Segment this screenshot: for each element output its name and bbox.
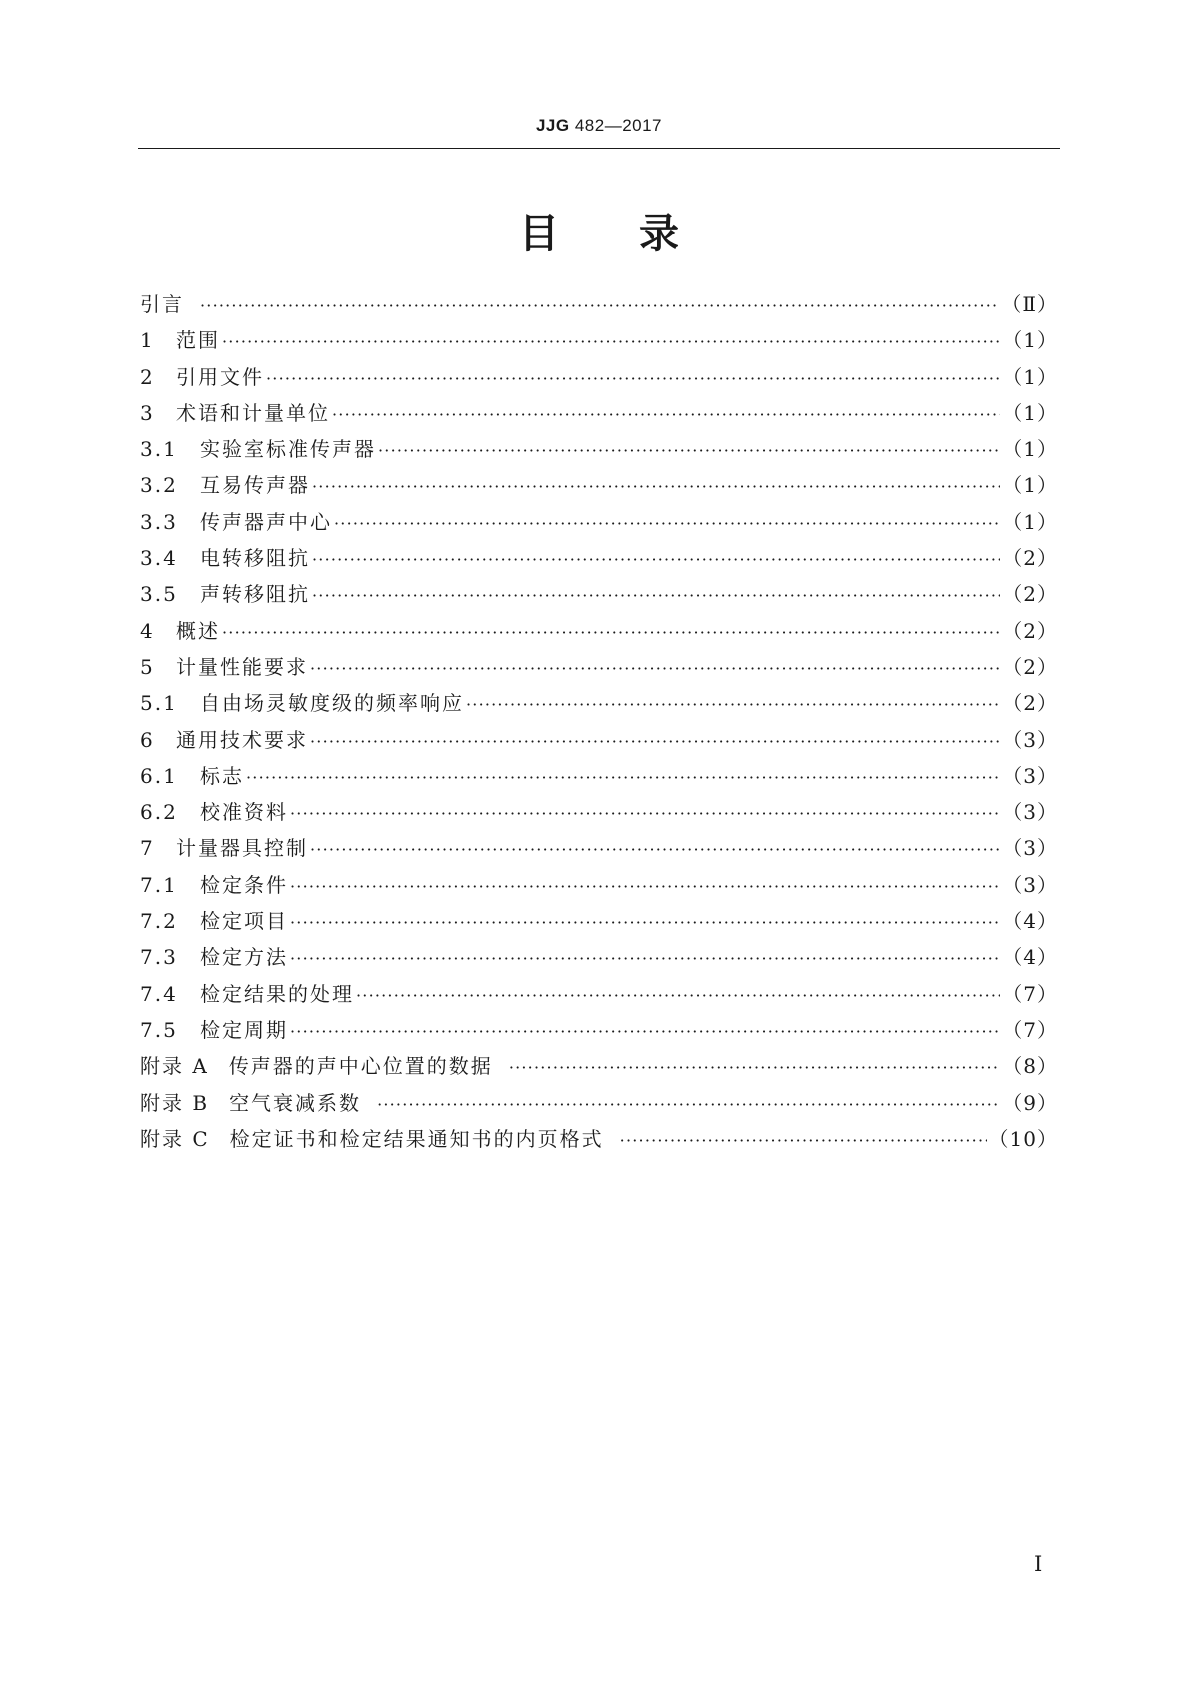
toc-entry-number: 2 <box>140 364 155 389</box>
toc-entry-2[interactable] <box>140 361 1058 397</box>
toc-entry-page: （9） <box>1002 1090 1058 1115</box>
toc-dot-leader <box>620 1131 987 1150</box>
toc-entry-page: （3） <box>1002 872 1058 897</box>
toc-entry-label: 引言 <box>140 292 184 316</box>
page-title <box>138 202 1060 259</box>
toc-entry-label: 通用技术要求 <box>176 727 308 752</box>
toc-entry-number: 5 <box>140 654 155 679</box>
toc-entry-number: 附录 B <box>140 1090 210 1115</box>
toc-entry-label: 检定项目 <box>200 909 288 934</box>
toc-entry-page: （1） <box>1002 509 1058 534</box>
toc-entry-number: 3.4 <box>140 546 178 571</box>
toc-entry-page: （4） <box>1002 909 1058 934</box>
header-rule <box>138 148 1060 149</box>
toc-dot-leader <box>310 659 1000 678</box>
toc-entry-label: 空气衰减系数 <box>229 1090 362 1115</box>
page-number: Ⅰ <box>1034 1552 1043 1576</box>
toc-entry-number: 6.1 <box>140 763 178 788</box>
toc-entry-label: 术语和计量单位 <box>176 400 330 425</box>
standard-code-prefix: JJG <box>535 116 570 135</box>
toc-dot-leader <box>222 332 1000 351</box>
toc-entry-label: 检定结果的处理 <box>200 981 354 1006</box>
toc-entry-4[interactable] <box>140 615 1058 651</box>
toc-entry-page: （2） <box>1002 691 1058 716</box>
toc-entry-page: （2） <box>1002 654 1058 679</box>
toc-dot-leader <box>312 477 1000 496</box>
toc-entry-3[interactable] <box>140 397 1058 433</box>
toc-entry-label: 范围 <box>176 328 220 353</box>
toc-entry-7-1[interactable] <box>140 869 1058 905</box>
table-of-contents <box>140 288 1058 1159</box>
toc-entry-label: 互易传声器 <box>200 473 310 498</box>
toc-entry-label: 检定证书和检定结果通知书的内页格式 <box>229 1126 604 1151</box>
standard-code-number: 482—2017 <box>569 116 663 135</box>
toc-entry-label: 传声器的声中心位置的数据 <box>228 1054 493 1079</box>
toc-entry-7-3[interactable] <box>140 941 1058 977</box>
toc-entry-intro[interactable] <box>140 288 1058 324</box>
toc-entry-page: （3） <box>1002 763 1058 788</box>
toc-entry-page: （4） <box>1002 945 1058 970</box>
toc-entry-number: 7.5 <box>140 1017 178 1042</box>
toc-entry-number: 附录 A <box>140 1054 209 1079</box>
toc-entry-6-2[interactable] <box>140 796 1058 832</box>
toc-entry-page: （Ⅱ） <box>1001 292 1058 316</box>
toc-entry-label: 引用文件 <box>176 364 264 389</box>
toc-entry-label: 计量器具控制 <box>176 836 308 861</box>
toc-entry-number: 7.4 <box>140 981 178 1006</box>
toc-entry-6-1[interactable] <box>140 760 1058 796</box>
running-header <box>138 116 1060 136</box>
toc-dot-leader <box>290 1022 1000 1041</box>
toc-entry-appendix-b[interactable] <box>140 1087 1058 1123</box>
toc-dot-leader <box>356 986 1000 1005</box>
toc-entry-number: 7.3 <box>140 945 178 970</box>
toc-dot-leader <box>466 695 1000 714</box>
toc-entry-7-5[interactable] <box>140 1014 1058 1050</box>
toc-entry-label: 计量性能要求 <box>176 654 308 679</box>
toc-entry-7[interactable] <box>140 832 1058 868</box>
toc-dot-leader <box>290 804 1000 823</box>
toc-entry-page: （7） <box>1002 981 1058 1006</box>
toc-entry-page: （7） <box>1002 1017 1058 1042</box>
toc-entry-label: 声转移阻抗 <box>200 582 310 607</box>
toc-entry-page: （1） <box>1002 328 1058 353</box>
toc-entry-5[interactable] <box>140 651 1058 687</box>
toc-entry-label: 检定方法 <box>200 945 288 970</box>
toc-entry-label: 概述 <box>176 618 220 643</box>
toc-dot-leader <box>509 1058 1000 1077</box>
toc-entry-number: 3.3 <box>140 509 178 534</box>
toc-entry-number: 附录 C <box>140 1126 210 1151</box>
toc-entry-7-4[interactable] <box>140 978 1058 1014</box>
toc-entry-page: （3） <box>1002 836 1058 861</box>
toc-entry-number: 7.2 <box>140 909 178 934</box>
toc-entry-number: 6.2 <box>140 800 178 825</box>
toc-dot-leader <box>334 514 1000 533</box>
toc-entry-number: 7.1 <box>140 872 178 897</box>
toc-dot-leader <box>332 405 1000 424</box>
toc-entry-label: 检定周期 <box>200 1017 288 1042</box>
toc-entry-label: 检定条件 <box>200 872 288 897</box>
toc-entry-number: 1 <box>140 328 155 353</box>
toc-entry-7-2[interactable] <box>140 905 1058 941</box>
toc-dot-leader <box>310 732 1000 751</box>
toc-entry-6[interactable] <box>140 724 1058 760</box>
toc-entry-label: 传声器声中心 <box>200 509 332 534</box>
toc-dot-leader <box>310 840 1000 859</box>
toc-dot-leader <box>246 768 1000 787</box>
toc-entry-page: （1） <box>1002 437 1058 462</box>
toc-entry-3-2[interactable] <box>140 469 1058 505</box>
toc-entry-page: （2） <box>1002 618 1058 643</box>
toc-entry-page: （2） <box>1002 546 1058 571</box>
toc-entry-number: 5.1 <box>140 691 178 716</box>
toc-entry-appendix-c[interactable] <box>140 1123 1058 1159</box>
toc-dot-leader <box>378 441 1000 460</box>
toc-entry-number: 6 <box>140 727 155 752</box>
toc-entry-number: 3.2 <box>140 473 178 498</box>
toc-entry-number: 3 <box>140 400 155 425</box>
toc-entry-label: 校准资料 <box>200 800 288 825</box>
toc-entry-page: （1） <box>1002 364 1058 389</box>
toc-entry-number: 7 <box>140 836 155 861</box>
title-char-2: 录 <box>639 211 679 257</box>
toc-dot-leader <box>266 369 1000 388</box>
title-char-1: 目 <box>519 211 559 257</box>
toc-entry-3-4[interactable] <box>140 542 1058 578</box>
toc-entry-page: （3） <box>1002 800 1058 825</box>
toc-entry-page: （2） <box>1002 582 1058 607</box>
toc-dot-leader <box>200 296 999 315</box>
toc-entry-label: 标志 <box>200 763 244 788</box>
toc-entry-page: （10） <box>988 1126 1058 1151</box>
toc-entry-label: 电转移阻抗 <box>200 546 310 571</box>
toc-entry-3-3[interactable] <box>140 506 1058 542</box>
toc-entry-appendix-a[interactable] <box>140 1050 1058 1086</box>
toc-dot-leader <box>290 949 1000 968</box>
toc-entry-3-1[interactable] <box>140 433 1058 469</box>
toc-entry-page: （3） <box>1002 727 1058 752</box>
toc-entry-number: 3.5 <box>140 582 178 607</box>
toc-dot-leader <box>377 1095 1000 1114</box>
toc-dot-leader <box>312 550 1000 569</box>
toc-dot-leader <box>290 913 1000 932</box>
toc-entry-page: （8） <box>1002 1054 1058 1079</box>
toc-entry-page: （1） <box>1002 400 1058 425</box>
toc-entry-page: （1） <box>1002 473 1058 498</box>
toc-entry-label: 自由场灵敏度级的频率响应 <box>200 691 464 716</box>
toc-entry-5-1[interactable] <box>140 687 1058 723</box>
toc-entry-1[interactable] <box>140 324 1058 360</box>
toc-dot-leader <box>290 877 1000 896</box>
toc-entry-3-5[interactable] <box>140 578 1058 614</box>
toc-entry-number: 4 <box>140 618 155 643</box>
toc-dot-leader <box>222 623 1000 642</box>
toc-dot-leader <box>312 586 1000 605</box>
toc-entry-label: 实验室标准传声器 <box>200 437 376 462</box>
toc-entry-number: 3.1 <box>140 437 178 462</box>
